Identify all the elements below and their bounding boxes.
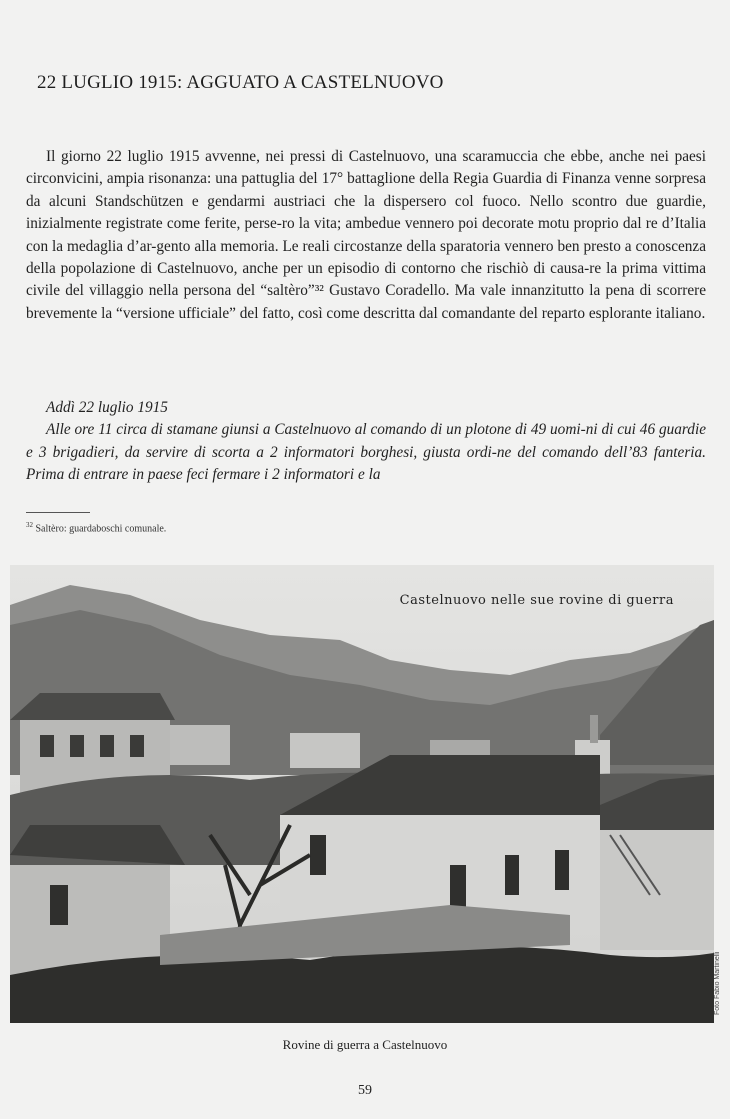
- photo-credit: Foto Fabio Martinelli: [714, 951, 721, 1015]
- footnote-divider: [26, 512, 90, 513]
- historical-photo: [10, 565, 714, 1023]
- report-text: Alle ore 11 circa di stamane giunsi a Castelnuovo al comando di un plotone di 49 uomi-ni di cui 46 guardie e 3 brigadieri, da servire di scorta a 2 informatori borghesi, giusta ordi-ne del comando dell’83 fanteria. Prima di entrare in paese feci fermare i 2 informatori e la: [26, 421, 706, 484]
- footnote-text: Saltèro: guardaboschi comunale.: [35, 523, 167, 535]
- page-number: 59: [358, 1083, 372, 1098]
- body-paragraph: [26, 146, 706, 325]
- chapter-title: 22 LUGLIO 1915: AGGUATO A CASTELNUOVO: [37, 72, 444, 93]
- photo-inscription: Castelnuovo nelle sue rovine di guerra: [399, 593, 674, 608]
- photo-illustration: [10, 565, 714, 1023]
- footnote-number: 32: [26, 521, 33, 529]
- paragraph-text: Il giorno 22 luglio 1915 avvenne, nei pressi di Castelnuovo, una scaramuccia che ebbe, anche nei paesi circonvicini, ampia risonanza: una pattuglia del 17° battaglione della Regia Guardia di Finanza venne sorpresa da alcuni Standschützen e gendarmi austriaci che la dispersero col fuoco. Nello scontro due guardie, inizialmente registrate come ferite, perse-ro la vita; ambedue vennero poi decorate motu proprio dal re d’Italia con la medaglia d’ar-gento alla memoria. Le reali circostanze della sparatoria vennero ben presto a conoscenza della popolazione di Castelnuovo, anche per un episodio di contorno che rischiò di causa-re la prima vittima civile del villaggio nella persona del “saltèro”³² Gustavo Coradello. Ma vale innanzitutto la pena di scorrere brevemente la “versione ufficiale” del fatto, così come descritta dal comandante del reparto esplorante italiano.: [26, 148, 706, 322]
- photo-caption: Rovine di guerra a Castelnuovo: [282, 1037, 448, 1052]
- report-date: Addì 22 luglio 1915: [46, 399, 168, 416]
- footnote: [26, 521, 166, 534]
- quoted-report: [26, 397, 706, 487]
